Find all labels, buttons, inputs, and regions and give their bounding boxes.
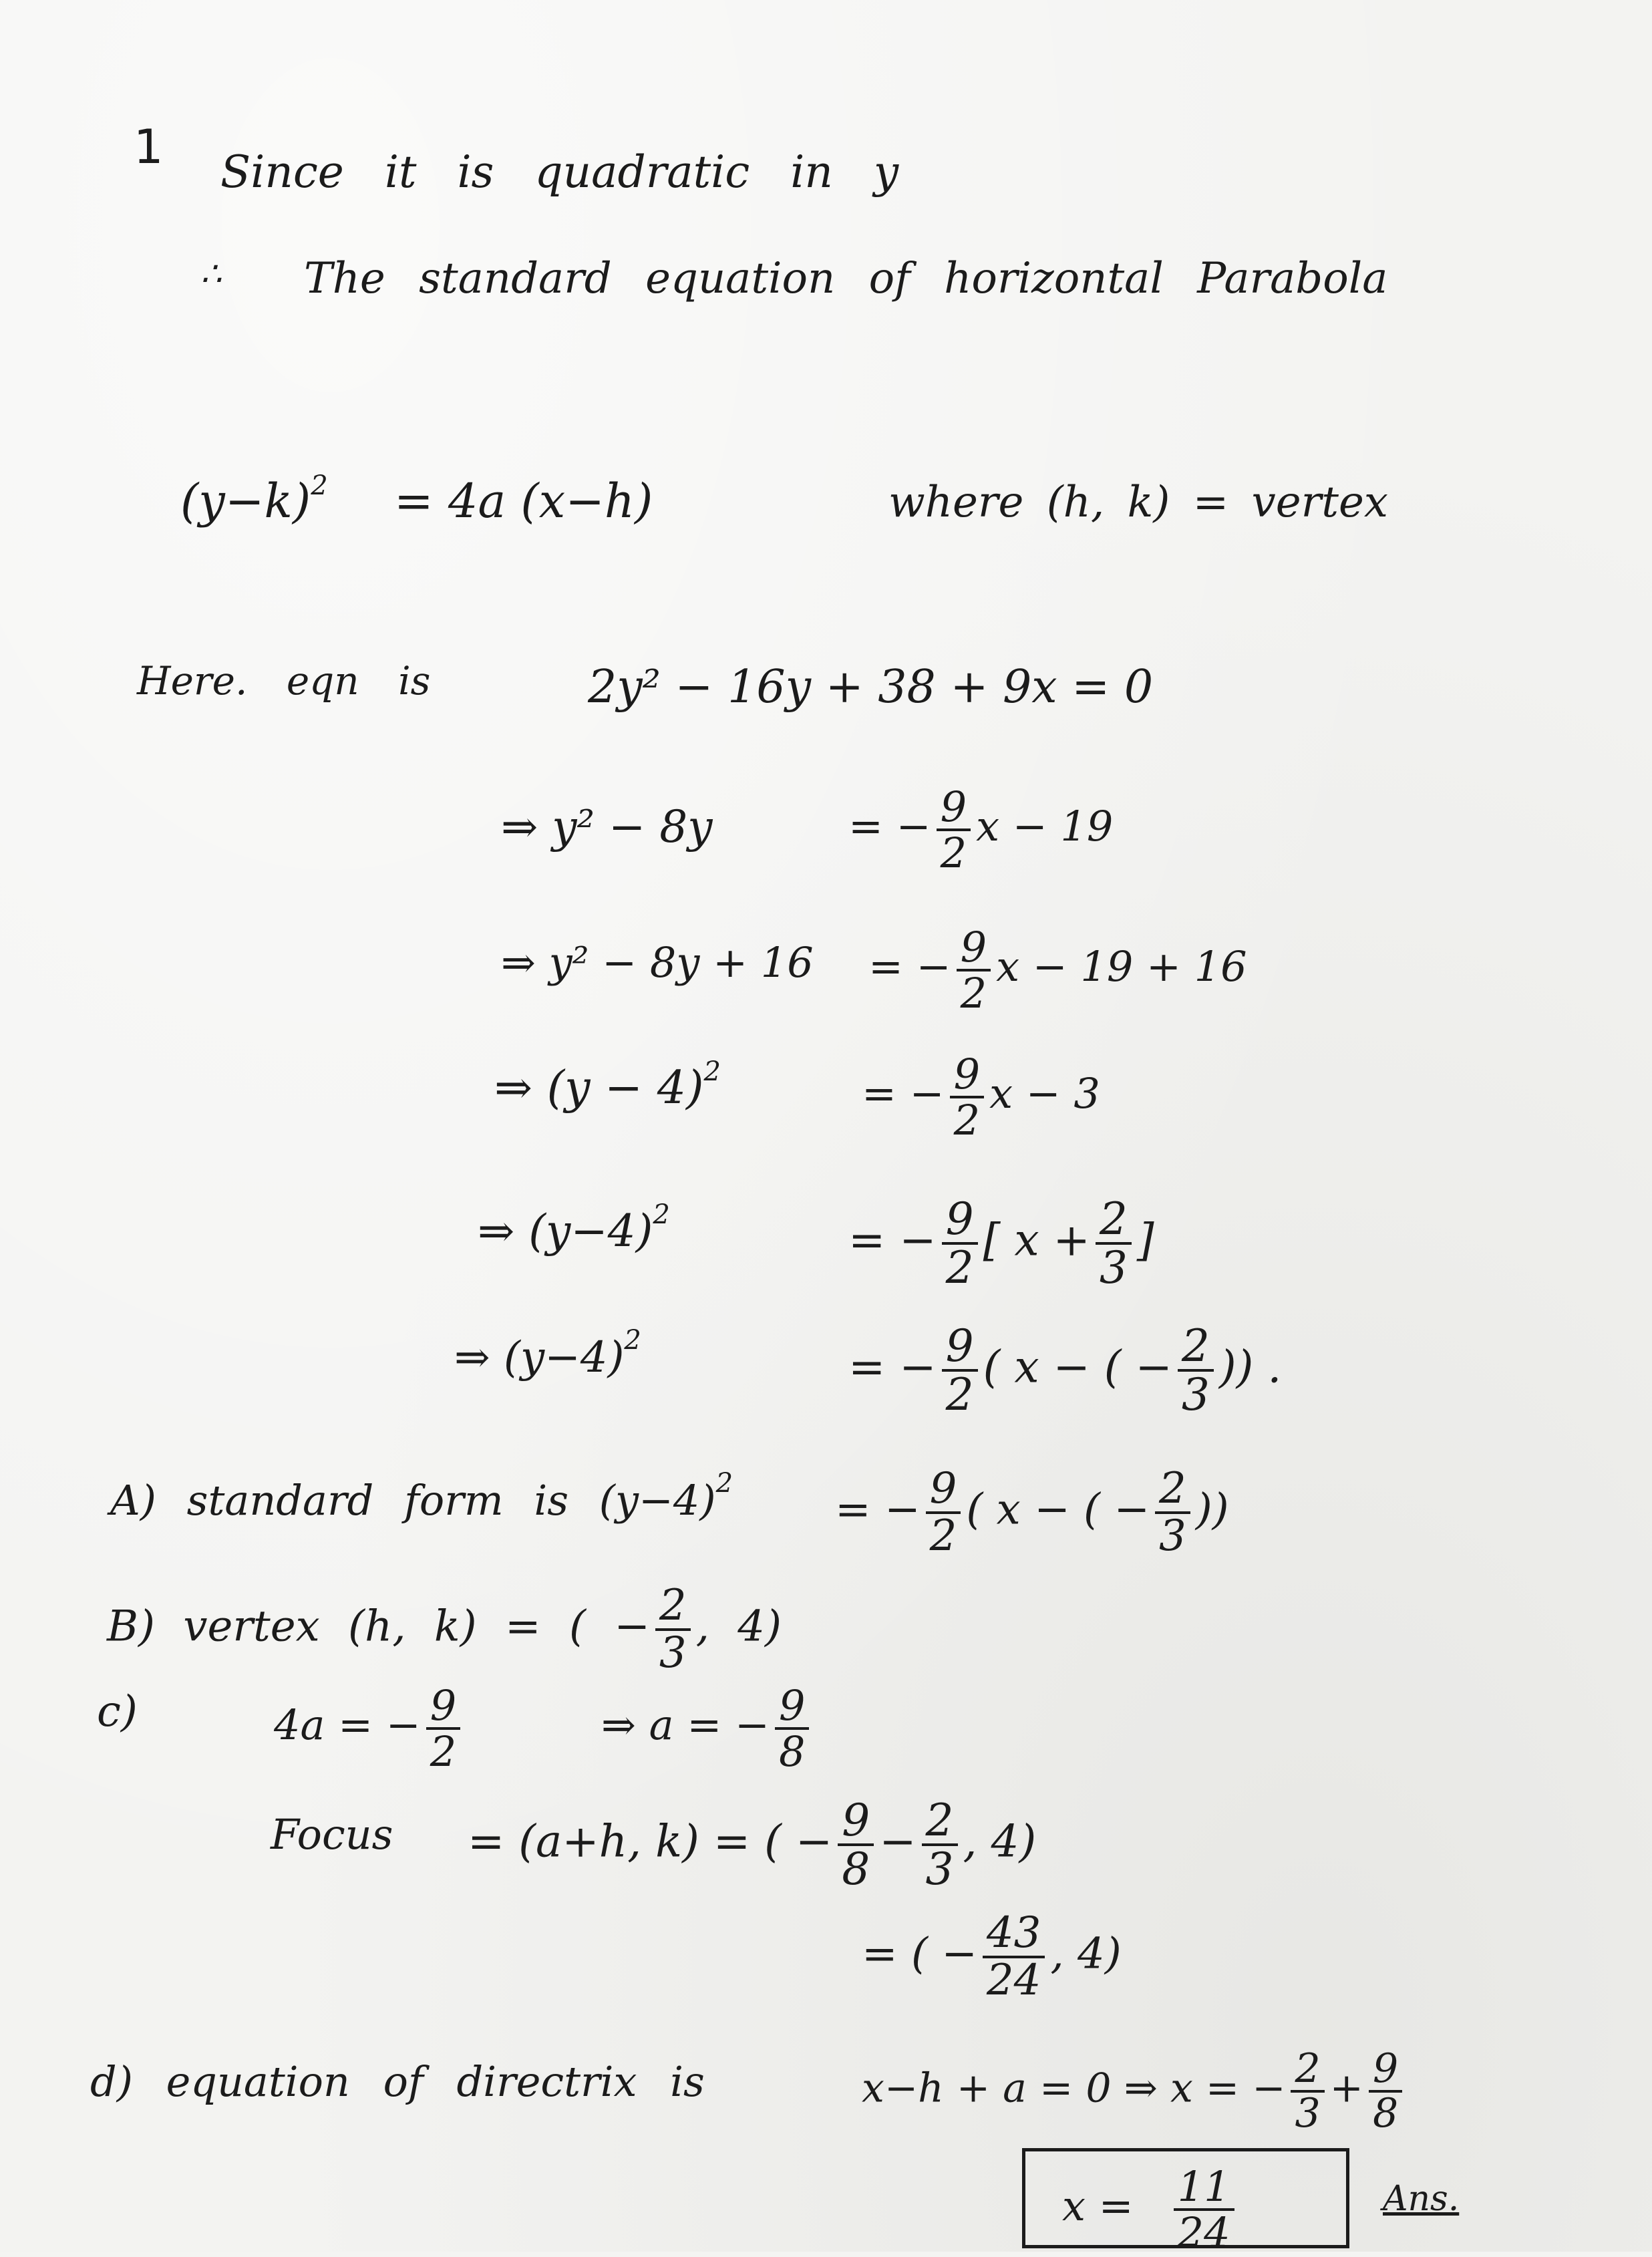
- therefore-symbol: ∴: [200, 255, 222, 293]
- standard-form-lhs: $(y-k)^2$: [180, 470, 328, 529]
- step-3-rhs: = − $\frac{9}{2}$ x − 3: [862, 1050, 1100, 1145]
- focus-result: = ( − $\frac{43}{24}$ , 4): [862, 1908, 1122, 2006]
- intro-line-2: The standard equation of horizontal Parabola: [304, 254, 1388, 303]
- step-2-rhs: = − $\frac{9}{2}$ x − 19 + 16: [868, 923, 1247, 1018]
- step-5-lhs: ⇒ $(y-4)^2$: [454, 1325, 641, 1382]
- step-4-rhs: = − $\frac{9}{2}$ [ x + $\frac{2}{3}$ ]: [848, 1193, 1154, 1294]
- step-4-lhs: ⇒ $(y-4)^2$: [478, 1199, 670, 1257]
- answer-d-label: d) equation of directrix is: [90, 2057, 705, 2106]
- step-1-rhs: = − $\frac{9}{2}$ x − 19: [848, 782, 1114, 878]
- ans-mark: Ans.: [1383, 2179, 1460, 2219]
- step-5-rhs: = − $\frac{9}{2}$ ( x − ( − $\frac{2}{3}$ )) .: [848, 1320, 1282, 1421]
- answer-c-a: ⇒ a = − $\frac{9}{8}$: [601, 1684, 814, 1773]
- step-1-lhs: ⇒ y² − 8y: [501, 801, 713, 853]
- answer-c-4a: 4a = − $\frac{9}{2}$: [274, 1684, 466, 1773]
- standard-form-rhs: = 4a (x−h): [394, 474, 653, 529]
- directrix-equation: x−h + a = 0 ⇒ x = − $\frac{2}{3}$ + $\frac{9}{8}$: [862, 2048, 1408, 2135]
- answer-a-rhs: = − $\frac{9}{2}$ ( x − ( − $\frac{2}{3}$ )): [835, 1464, 1229, 1561]
- focus-label: Focus: [271, 1810, 393, 1859]
- vertex-note: where (h, k) = vertex: [888, 478, 1388, 527]
- here-label: Here. eqn is: [137, 658, 431, 704]
- answer-b-vertex: B) vertex (h, k) = ( − $\frac{2}{3}$ , 4): [107, 1581, 782, 1678]
- focus-expression: = (a+h, k) = ( − $\frac{9}{8}$ − $\frac{2}{3}$ , 4): [468, 1795, 1037, 1896]
- final-answer: x = $\frac{11}{24}$: [1062, 2165, 1240, 2254]
- step-3-lhs: ⇒ $(y - 4)^2$: [494, 1056, 721, 1114]
- given-equation: 2y² − 16y + 38 + 9x = 0: [588, 661, 1154, 714]
- question-number: 1: [134, 120, 164, 174]
- answer-c-label: c): [97, 1687, 138, 1737]
- step-2-lhs: ⇒ y² − 8y + 16: [501, 938, 814, 987]
- intro-line-1: Since it is quadratic in y: [220, 146, 899, 198]
- answer-a-label: A) standard form is $(y-4)^2$: [110, 1468, 733, 1525]
